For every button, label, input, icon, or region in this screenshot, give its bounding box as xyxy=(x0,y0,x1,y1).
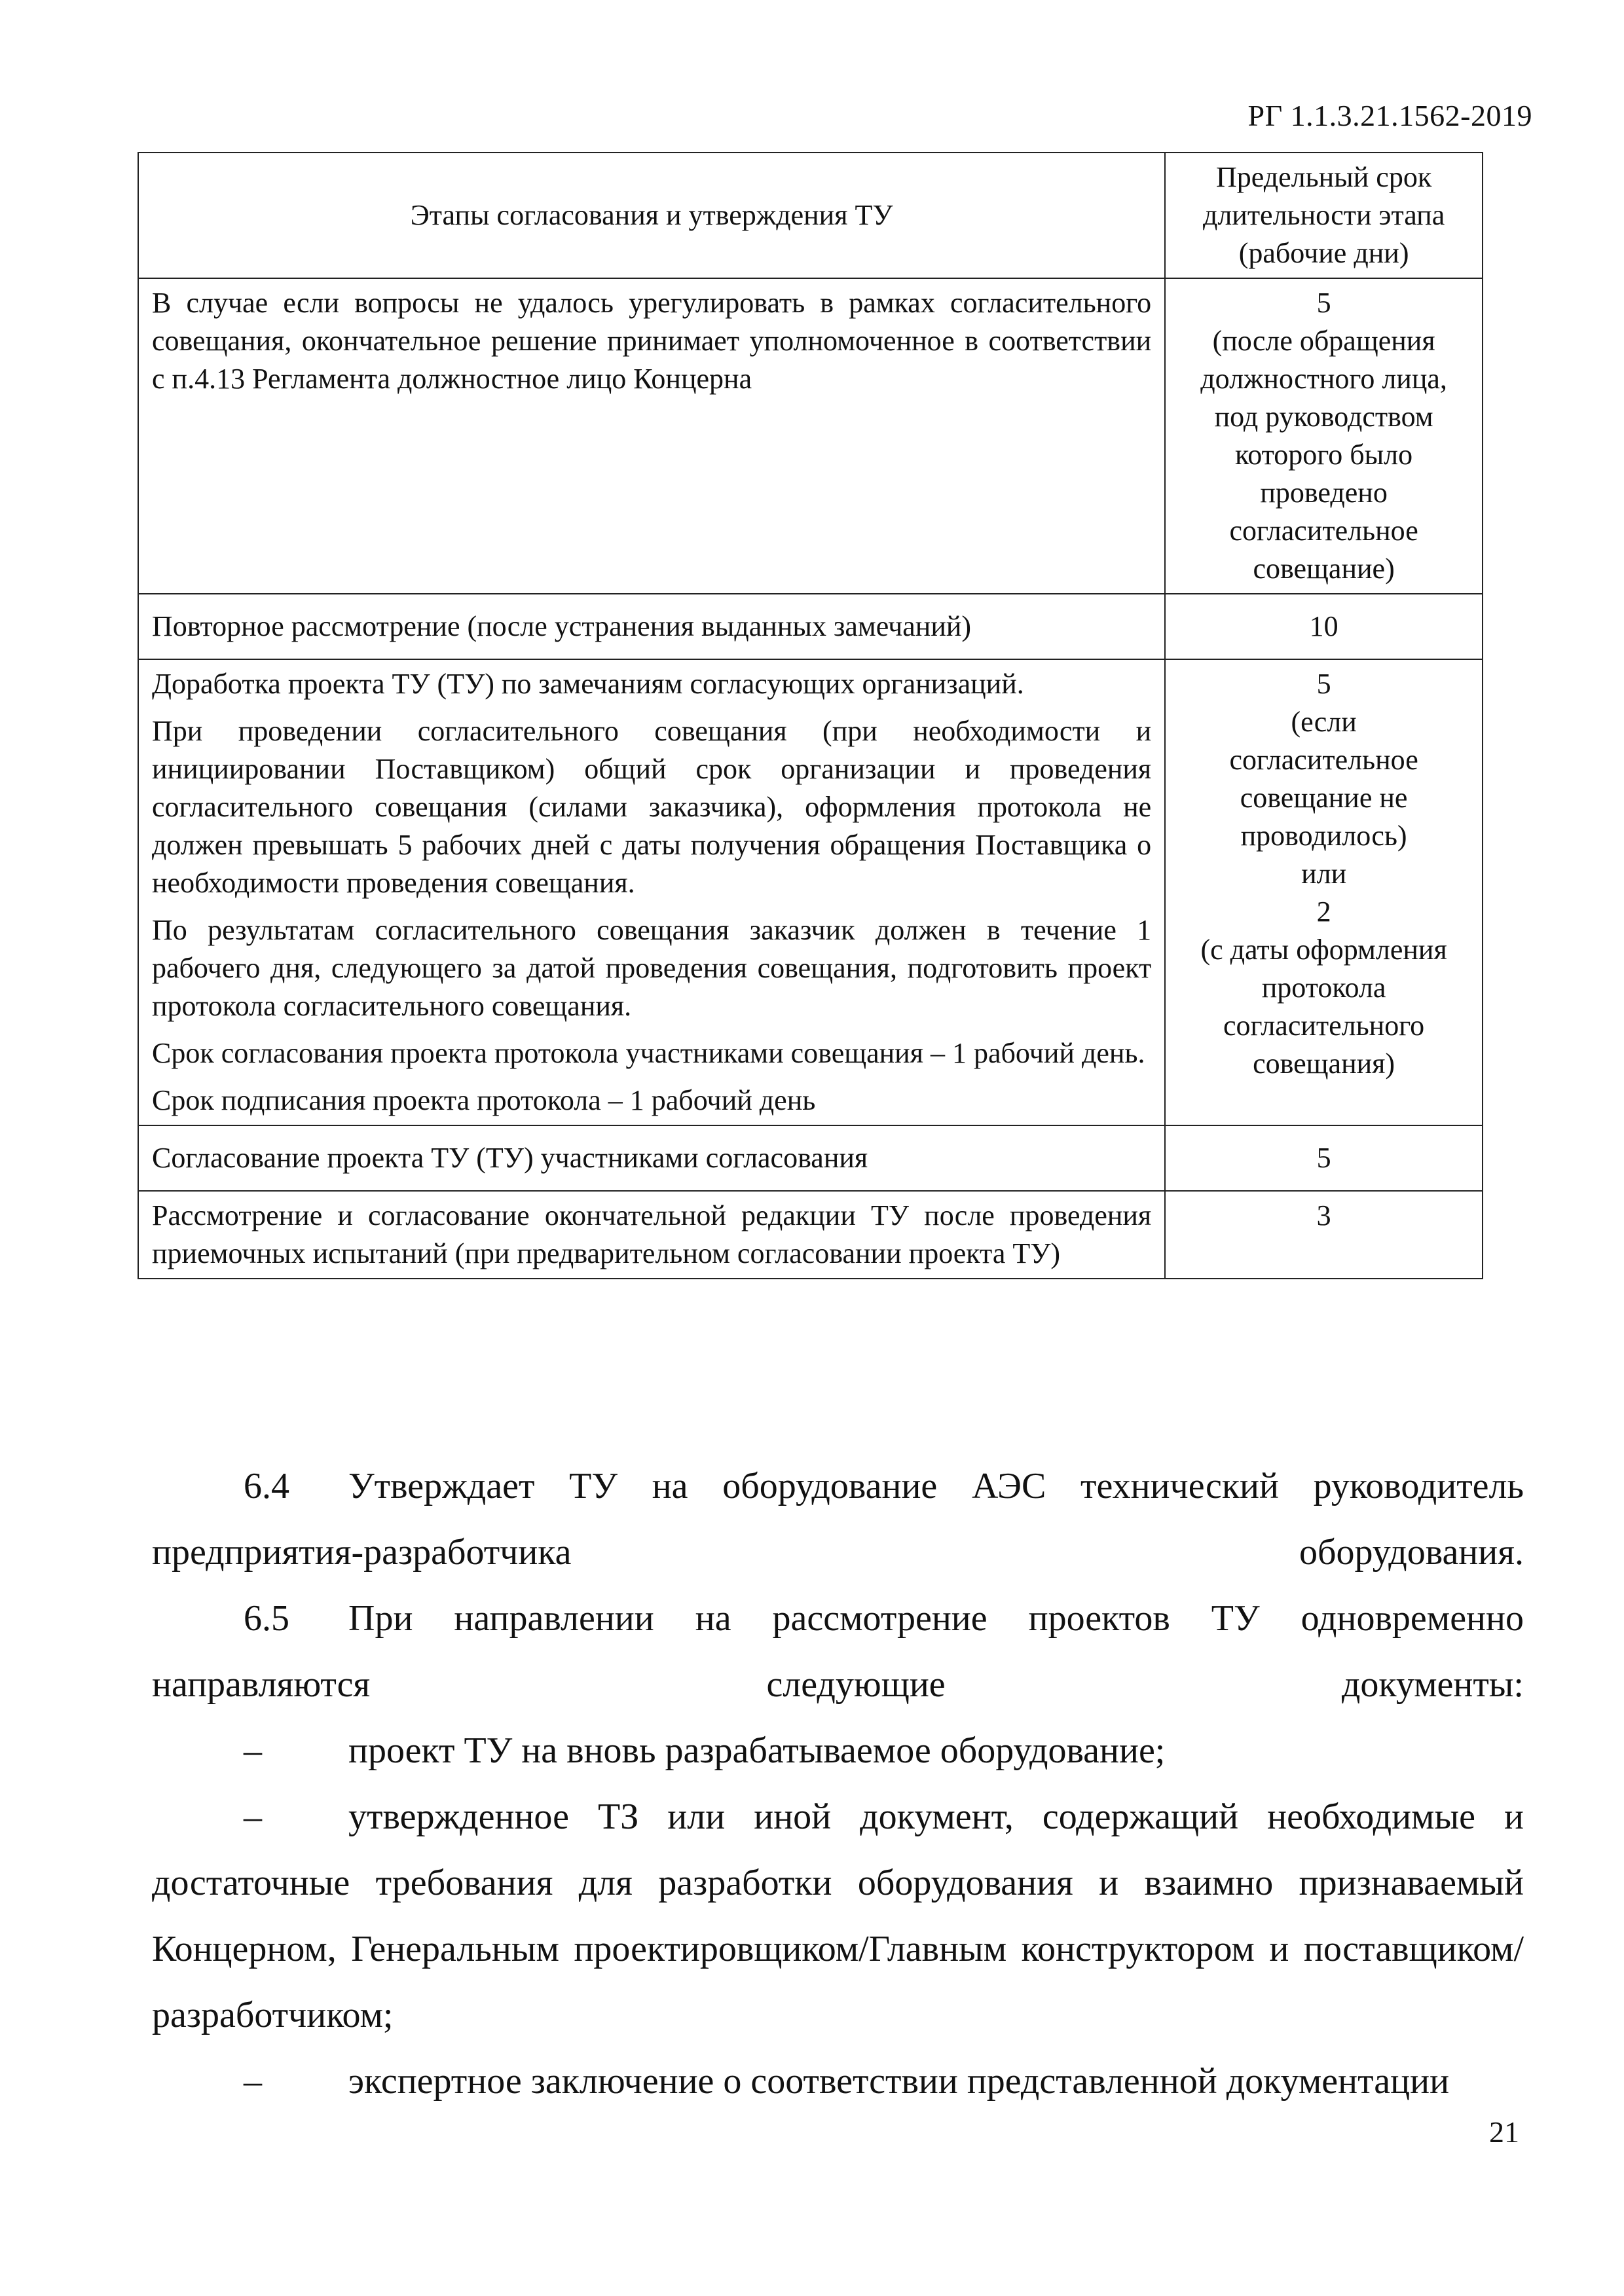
table-row xyxy=(138,594,1483,659)
table-row xyxy=(138,659,1483,1125)
stage-cell: Повторное рассмотрение (после устранения выданных замечаний) xyxy=(138,594,1165,659)
dash-marker: – xyxy=(244,2061,262,2102)
term-cell: 5 xyxy=(1165,1125,1483,1191)
dash-marker: – xyxy=(244,1796,262,1837)
stage-cell: Доработка проекта ТУ (ТУ) по замечаниям согласующих организаций. При проведении согласительного совещания (при необходимости и инициировании Поставщиком) общий срок организации и проведения согласительного совещания (силами заказчика), оформления протокола не должен превышать 5 рабочих дней с даты получения обращения Поставщика о необходимости проведения совещания. По результатам согласительного совещания заказчик должен в течение 1 рабочего дня, следующего за датой проведения совещания, подготовить проект протокола согласительного совещания. Срок согласования проекта протокола участниками совещания – 1 рабочий день. Срок подписания проекта протокола – 1 рабочий день xyxy=(138,659,1165,1125)
table-header-row xyxy=(138,153,1483,278)
table-row xyxy=(138,1191,1483,1279)
header-stage: Этапы согласования и утверждения ТУ xyxy=(138,153,1165,278)
paragraph-number: 6.5 xyxy=(244,1598,289,1639)
table-row xyxy=(138,1125,1483,1191)
paragraph-text: При направлении на рассмотрение проектов ТУ одновременно направляются следующие документы: xyxy=(152,1598,1524,1705)
stage-cell: Рассмотрение и согласование окончательной редакции ТУ после проведения приемочных испытаний (при предварительном согласовании проекта ТУ) xyxy=(138,1191,1165,1279)
paragraph-6-4 xyxy=(152,1453,1524,1586)
list-item: – утвержденное ТЗ или иной документ, содержащий необходимые и достаточные требования для разработки оборудования и взаимно признаваемый Концерном, Генеральным проектировщиком/Главным конструктором и поставщиком/разработчиком; xyxy=(152,1784,1524,2049)
stage-cell: Согласование проекта ТУ (ТУ) участниками согласования xyxy=(138,1125,1165,1191)
term-cell: 5 (после обращения должностного лица, под руководством которого было проведено согласительное совещание) xyxy=(1165,278,1483,594)
table-row xyxy=(138,278,1483,594)
term-cell: 3 xyxy=(1165,1191,1483,1279)
header-term: Предельный срок длительности этапа (рабочие дни) xyxy=(1165,153,1483,278)
term-cell: 5 (если согласительное совещание не проводилось) или 2 (с даты оформления протокола согласительного совещания) xyxy=(1165,659,1483,1125)
paragraph-6-5 xyxy=(152,1586,1524,1718)
document-code: РГ 1.1.3.21.1562-2019 xyxy=(1247,99,1532,132)
paragraph-text: Утверждает ТУ на оборудование АЭС технический руководитель предприятия-разработчика оборудования. xyxy=(152,1466,1524,1573)
term-cell: 10 xyxy=(1165,594,1483,659)
paragraph-number: 6.4 xyxy=(244,1466,289,1506)
document-body xyxy=(152,1453,1524,2115)
stage-cell: В случае если вопросы не удалось урегулировать в рамках согласительного совещания, окончательное решение принимает уполномоченное в соответствии с п.4.13 Регламента должностное лицо Концерна xyxy=(138,278,1165,594)
list-item: – проект ТУ на вновь разрабатываемое оборудование; xyxy=(152,1718,1524,1784)
page-number: 21 xyxy=(1489,2115,1519,2149)
list-item: – экспертное заключение о соответствии представленной документации xyxy=(152,2049,1524,2115)
dash-marker: – xyxy=(244,1730,262,1771)
approval-stages-table xyxy=(138,152,1483,1279)
